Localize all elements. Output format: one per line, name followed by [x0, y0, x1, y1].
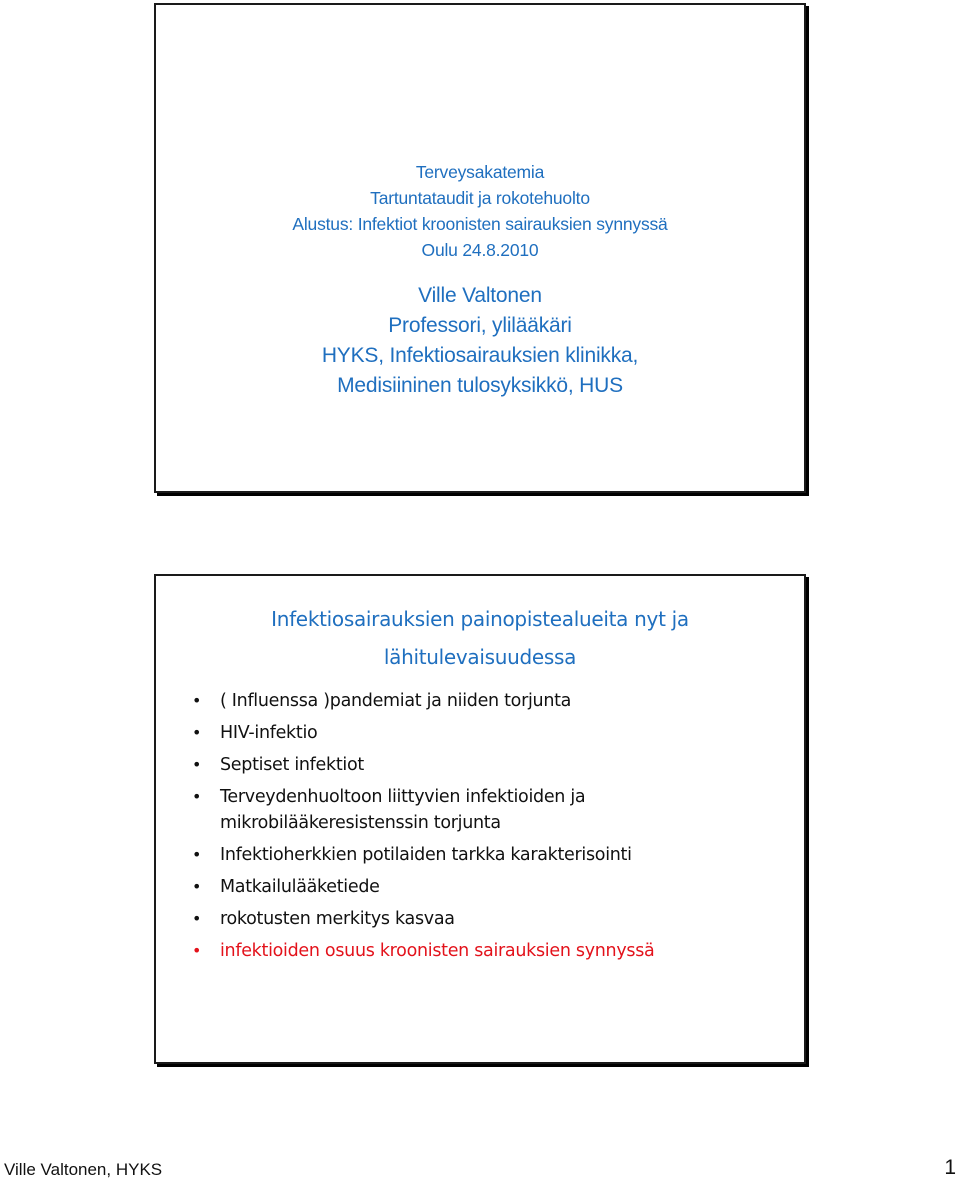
- list-item-text: Septiset infektiot: [220, 755, 364, 775]
- list-item-text: Terveydenhuoltoon liittyvien infektioiden ja: [220, 787, 586, 807]
- page-number: 1: [944, 1156, 956, 1179]
- event-subtitle: Tartuntataudit ja rokotehuolto: [370, 188, 590, 208]
- talk-title: Alustus: Infektiot kroonisten sairauksien synnyssä: [292, 214, 668, 234]
- author-info: [156, 281, 804, 401]
- author-unit: Medisiininen tulosyksikkö, HUS: [337, 374, 623, 397]
- author-affiliation: HYKS, Infektiosairauksien klinikka,: [321, 344, 639, 367]
- list-item-text: HIV-infektio: [220, 723, 318, 743]
- list-item: [188, 720, 654, 746]
- list-item-text: infektioiden osuus kroonisten sairauksien synnyssä: [220, 941, 655, 961]
- list-item-text: Infektioherkkien potilaiden tarkka karakterisointi: [220, 845, 632, 865]
- event-info: [156, 159, 804, 263]
- slide-title-line: Infektiosairauksien painopistealueita nyt ja: [271, 607, 689, 631]
- slide-title: [156, 600, 804, 676]
- bullet-icon: •: [192, 845, 202, 864]
- list-item: [188, 752, 654, 778]
- bullet-icon: •: [192, 787, 202, 806]
- bullet-icon: •: [192, 691, 202, 710]
- bullet-icon: •: [192, 909, 202, 928]
- bullet-icon: •: [192, 723, 202, 742]
- bullet-icon: •: [192, 755, 202, 774]
- list-item: [188, 874, 654, 900]
- footer-author: Ville Valtonen, HYKS: [4, 1160, 163, 1179]
- slide-title-line: lähitulevaisuudessa: [383, 645, 577, 669]
- list-item-text: Matkailulääketiede: [220, 877, 380, 897]
- bullet-list: [188, 688, 654, 970]
- list-item: [188, 842, 654, 868]
- event-date: Oulu 24.8.2010: [421, 240, 539, 260]
- list-item: [188, 938, 654, 964]
- event-title: Terveysakatemia: [415, 162, 545, 182]
- slide-1: [154, 3, 806, 493]
- list-item-text: ( Influenssa )pandemiat ja niiden torjunta: [220, 691, 572, 711]
- list-item: [188, 688, 654, 714]
- list-item: [188, 784, 654, 836]
- list-item: [188, 906, 654, 932]
- list-item-text: rokotusten merkitys kasvaa: [220, 909, 455, 929]
- list-item-text: mikrobilääkeresistenssin torjunta: [220, 813, 501, 833]
- bullet-icon: •: [192, 877, 202, 896]
- author-title: Professori, ylilääkäri: [388, 314, 572, 337]
- bullet-icon: •: [192, 941, 202, 960]
- author-name: Ville Valtonen: [418, 284, 542, 307]
- slide-2: [154, 574, 806, 1064]
